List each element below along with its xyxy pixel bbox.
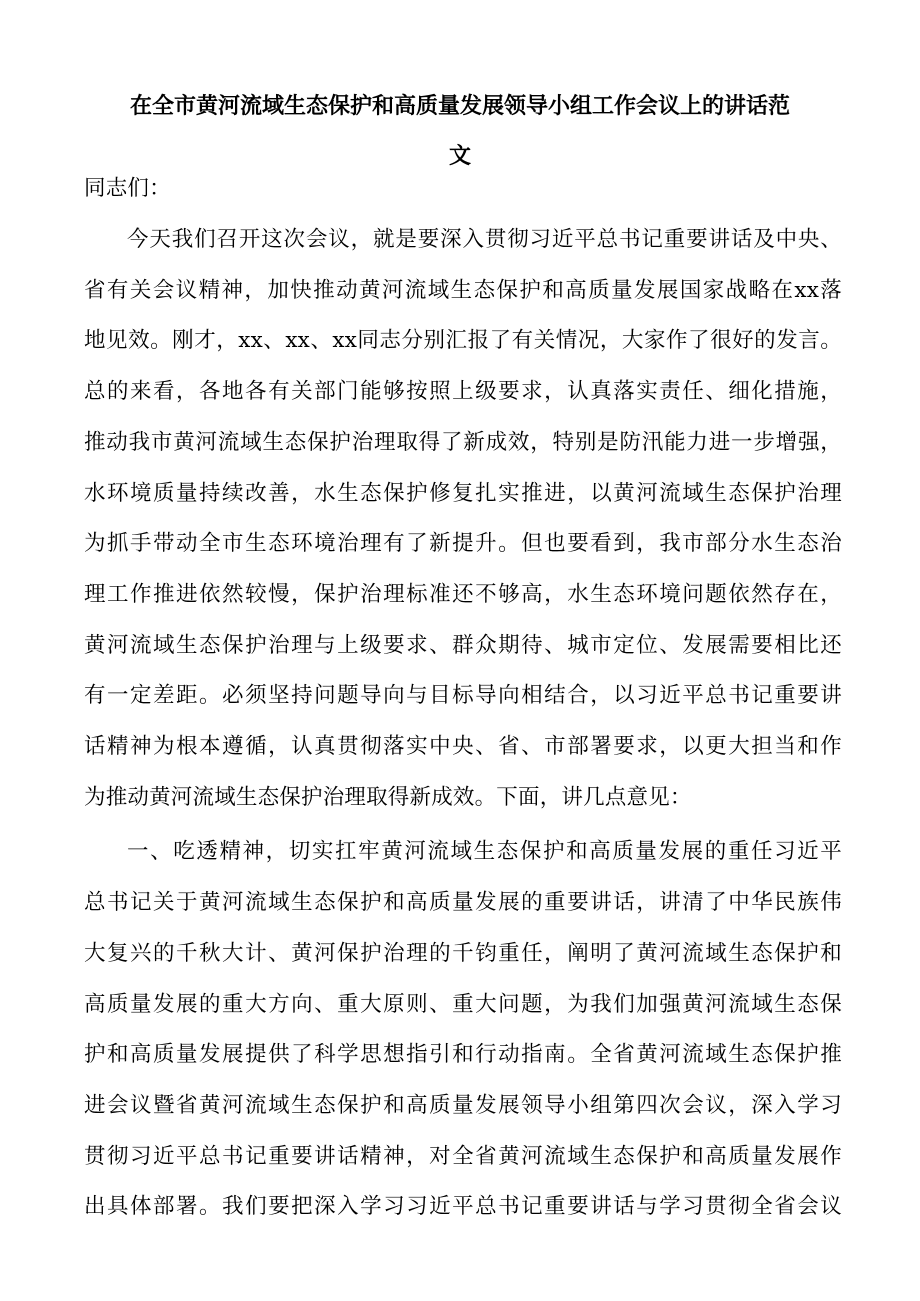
body-line: 总书记关于黄河流域生态保护和高质量发展的重要讲话，讲清了中华民族伟 (84, 890, 842, 915)
body-line: 有一定差距。必须坚持问题导向与目标导向相结合，以习近平总书记重要讲 (84, 683, 842, 708)
body-line: 为推动黄河流域生态保护治理取得新成效。下面，讲几点意见： (84, 785, 692, 810)
body-line: 黄河流域生态保护治理与上级要求、群众期待、城市定位、发展需要相比还 (84, 633, 842, 658)
body-line: 地见效。刚才，xx、xx、xx同志分别汇报了有关情况，大家作了很好的发言。 (84, 328, 842, 353)
document-title-line-1: 在全市黄河流域生态保护和高质量发展领导小组工作会议上的讲话范 (129, 93, 790, 119)
body-line: 省有关会议精神，加快推动黄河流域生态保护和高质量发展国家战略在xx落 (84, 278, 842, 303)
body-line: 话精神为根本遵循，认真贯彻落实中央、省、市部署要求，以更大担当和作 (84, 734, 842, 759)
body-line: 大复兴的千秋大计、黄河保护治理的千钧重任，阐明了黄河流域生态保护和 (84, 941, 842, 966)
body-line: 一、吃透精神，切实扛牢黄河流域生态保护和高质量发展的重任习近平 (127, 839, 842, 864)
body-line: 出具体部署。我们要把深入学习习近平总书记重要讲话与学习贯彻全省会议 (84, 1194, 842, 1219)
body-line: 总的来看，各地各有关部门能够按照上级要求，认真落实责任、细化措施， (84, 379, 842, 404)
salutation: 同志们： (84, 176, 171, 201)
body-line: 护和高质量发展提供了科学思想指引和行动指南。全省黄河流域生态保护推 (84, 1042, 842, 1067)
body-line: 贯彻习近平总书记重要讲话精神，对全省黄河流域生态保护和高质量发展作 (84, 1144, 842, 1169)
body-line: 水环境质量持续改善，水生态保护修复扎实推进，以黄河流域生态保护治理 (84, 481, 842, 506)
body-line: 今天我们召开这次会议，就是要深入贯彻习近平总书记重要讲话及中央、 (127, 227, 842, 252)
body-line: 理工作推进依然较慢，保护治理标准还不够高，水生态环境问题依然存在， (84, 582, 842, 607)
document-title-line-2: 文 (448, 143, 471, 169)
body-line: 推动我市黄河流域生态保护治理取得了新成效，特别是防汛能力进一步增强， (84, 430, 842, 455)
body-line: 高质量发展的重大方向、重大原则、重大问题，为我们加强黄河流域生态保 (84, 992, 842, 1017)
body-line: 为抓手带动全市生态环境治理有了新提升。但也要看到，我市部分水生态治 (84, 531, 842, 556)
body-line: 进会议暨省黄河流域生态保护和高质量发展领导小组第四次会议，深入学习 (84, 1093, 842, 1118)
